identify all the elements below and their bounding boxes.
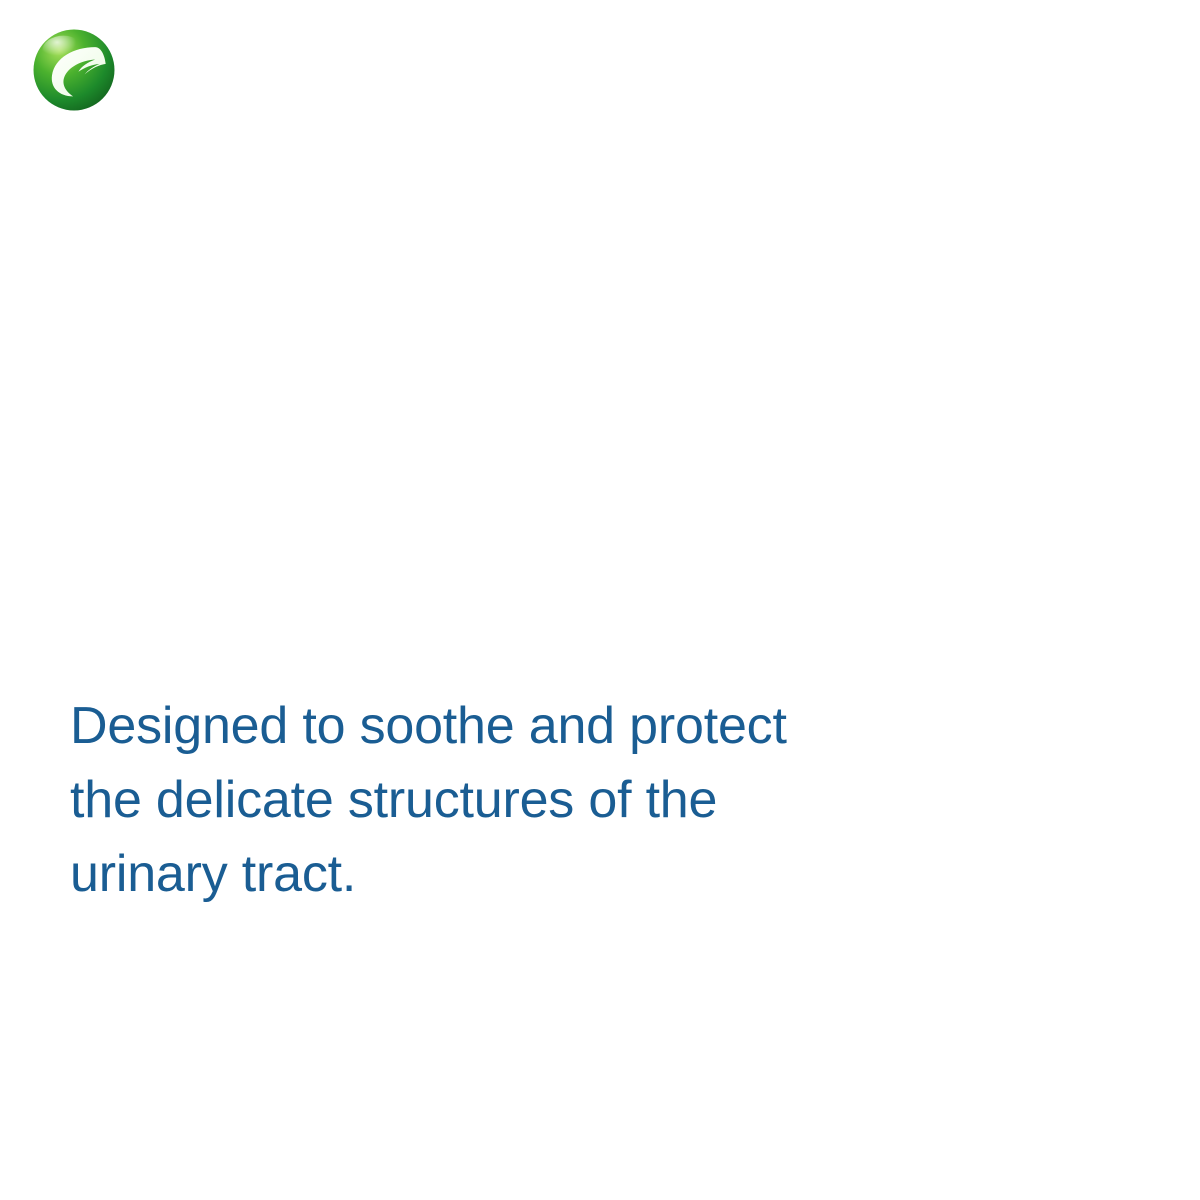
page-title: Designed to soothe and protect the delicate structures of the urinary tract.: [70, 697, 787, 903]
brand-logo: [30, 26, 118, 114]
green-sphere-swoosh-logo-icon: [30, 26, 118, 114]
